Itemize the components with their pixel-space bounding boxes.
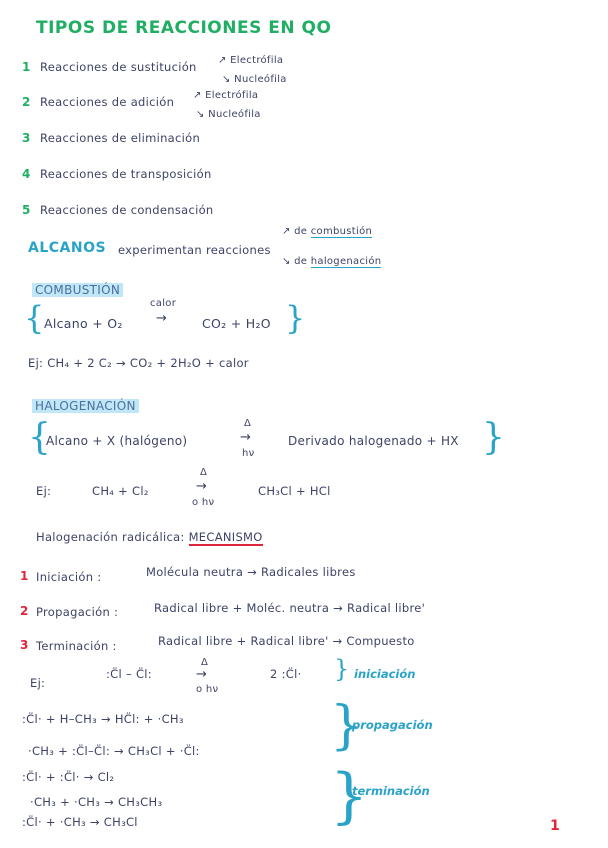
branch-electrofila: ↗ Electrófila <box>193 90 259 101</box>
arrow: → <box>156 311 168 326</box>
brace: } <box>330 696 364 756</box>
list-item: Reacciones de transposición <box>40 167 212 181</box>
branch-nucleofila: ↘ Nucleófila <box>222 74 287 85</box>
condition-top: Δ <box>244 418 252 429</box>
step-desc: Radical libre + Moléc. neutra → Radical libre' <box>154 601 426 615</box>
list-number: 5 <box>22 203 31 217</box>
brace: } <box>334 655 350 683</box>
mecanismo-word: MECANISMO <box>188 530 263 544</box>
alcanos-text: experimentan reacciones <box>118 243 271 257</box>
left-brace: { <box>28 417 51 458</box>
branch-nucleofila: ↘ Nucleófila <box>196 109 261 120</box>
label-terminacion: terminación <box>352 784 430 798</box>
right-brace: } <box>482 417 505 458</box>
equation-right: CO₂ + H₂O <box>202 316 271 331</box>
arrow: → <box>196 479 208 494</box>
condition-bottom: hν <box>242 448 255 459</box>
option-prefix: ↗ de <box>282 226 308 237</box>
option-prefix: ↘ de <box>282 256 308 267</box>
page-title: TIPOS DE REACCIONES EN QO <box>36 18 332 38</box>
example: Ej: CH₄ + 2 C₂ → CO₂ + 2H₂O + calor <box>28 356 249 370</box>
step-desc: Molécula neutra → Radicales libres <box>146 565 356 579</box>
branch-electrofila: ↗ Electrófila <box>218 55 284 66</box>
example-label: Ej: <box>30 676 46 690</box>
right-brace: } <box>285 299 306 337</box>
list-item: Reacciones de condensación <box>40 203 214 217</box>
label-iniciacion: iniciación <box>354 667 416 681</box>
alcanos-label: ALCANOS <box>28 240 107 256</box>
mech-prop-line: :C̈l· + H–CH₃ → HC̈l: + ·CH₃ <box>22 712 184 726</box>
section-heading-combustion: COMBUSTIÓN <box>32 283 123 297</box>
mech-ini-left: :C̈l – C̈l: <box>106 667 152 681</box>
step-number: 2 <box>20 604 29 618</box>
list-item: Reacciones de eliminación <box>40 131 201 145</box>
step-name: Propagación : <box>36 605 119 619</box>
condition-top: Δ <box>200 467 208 478</box>
label-propagacion: propagación <box>352 718 433 732</box>
step-number: 1 <box>20 569 29 583</box>
step-desc: Radical libre + Radical libre' → Compuesto <box>158 634 415 648</box>
list-number: 3 <box>22 131 31 145</box>
section-heading-halogenacion: HALOGENACIÓN <box>32 399 139 413</box>
list-number: 4 <box>22 167 31 181</box>
mech-term-line: :C̈l· + ·CH₃ → CH₃Cl <box>22 815 138 829</box>
list-item: Reacciones de adición <box>40 95 175 109</box>
mecanismo-prefix: Halogenación radicálica: <box>36 530 185 544</box>
alcanos-option <box>282 226 372 237</box>
condition-bottom: o hν <box>192 497 215 508</box>
condition: calor <box>150 298 177 309</box>
list-item: Reacciones de sustitución <box>40 60 197 74</box>
left-brace: { <box>24 299 45 337</box>
arrow: → <box>196 667 208 682</box>
alcanos-option <box>282 256 381 267</box>
list-number: 1 <box>22 60 31 74</box>
mech-term-line: :C̈l· + :C̈l· → Cl₂ <box>22 770 115 784</box>
equation-right: Derivado halogenado + HX <box>288 434 459 448</box>
condition-bottom: o hν <box>196 684 219 695</box>
example-right: CH₃Cl + HCl <box>258 484 331 498</box>
step-number: 3 <box>20 638 29 652</box>
option-combustion: combustión <box>310 226 373 237</box>
example-left: CH₄ + Cl₂ <box>92 484 149 498</box>
mecanismo-line <box>36 530 263 544</box>
example-label: Ej: <box>36 484 52 498</box>
list-number: 2 <box>22 95 31 109</box>
step-name: Terminación : <box>36 639 117 653</box>
mech-prop-line: ·CH₃ + :C̈l–C̈l: → CH₃Cl + ·C̈l: <box>28 744 200 758</box>
mech-ini-right: 2 :C̈l· <box>270 667 302 681</box>
condition-top: Δ <box>201 657 209 668</box>
option-halogenacion: halogenación <box>310 256 382 267</box>
step-name: Iniciación : <box>36 570 102 584</box>
arrow: → <box>240 430 252 445</box>
mech-term-line: ·CH₃ + ·CH₃ → CH₃CH₃ <box>30 795 163 809</box>
page-number: 1 <box>550 818 560 834</box>
equation-left: Alcano + X (halógeno) <box>46 434 188 448</box>
brace: } <box>330 761 369 831</box>
equation-left: Alcano + O₂ <box>44 316 123 331</box>
